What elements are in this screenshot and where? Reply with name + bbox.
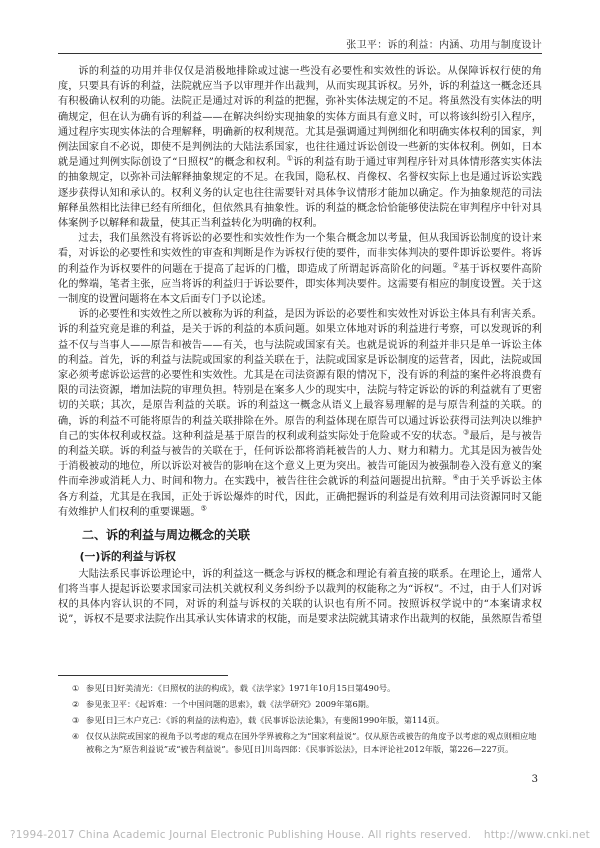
cnki-link[interactable]: http://www.cnki.net (483, 829, 590, 841)
footnote-ref-3[interactable]: ③ (463, 428, 470, 437)
footnote-2: ② 参见张卫平：《起诉难：一个中国问题的思索》，载《法学研究》2009年第6期。 (72, 699, 375, 709)
footnote-1: ① 参见[日]好美清光：《日照权的法的构成》，载《法学家》1971年10月15日第490号。 (72, 683, 396, 693)
footnote-ref-4[interactable]: ④ (452, 474, 460, 483)
copyright-footer (0, 826, 600, 848)
footnote-3: ③ 参见[日]三木户克己：《诉的利益的法构造》，载《民事诉讼法论集》，有斐阁1990年版，第114页。 (72, 715, 445, 725)
paragraph-4: 大陆法系民事诉讼理论中，诉的利益这一概念与诉权的概念和理论有着直接的联系。在理论上，通常人们将当事人提起诉讼要求国家司法机关就权利义务纠纷予以裁判的权能称之为“诉权”。不过，由于人们对诉权的具体内容认识的不同，对诉的利益与诉权的关联的认识也有所不同。按照诉权学说中的“本案请求权说”，诉权不是要求法院作出其承认实体请求的权能，而是要求法院就其请求作出裁判的权能，虽然原告希望 (58, 568, 543, 626)
subsection-heading: (一)诉的利益与诉权 (79, 550, 176, 564)
footnote-ref-1[interactable]: ① (286, 154, 294, 163)
running-header: 张卫平：诉的利益：内涵、功用与制度设计 (346, 40, 542, 51)
body-text (58, 64, 542, 627)
footnote-rule (58, 675, 228, 676)
paragraph-2: 过去，我们虽然没有将诉讼的必要性和实效性作为一个集合概念加以考量，但从我国诉讼制度的设计来看，对诉讼的必要性和实效性的审查和判断是作为诉权行使的要件，而非实体判决的要件即诉讼要件。将诉的利益作为诉权要件的问题在于提高了起诉的门槛，即造成了所谓起诉高阶化的问题。②基于诉权要件高阶化的弊端，笔者主张，应当将诉的利益归于诉讼要件，即实体判决要件。这需要有相应的制度设置。关于这一制度的设置问题将在本文后面专门予以论述。 (58, 233, 543, 306)
footnote-ref-5[interactable]: ⑤ (200, 504, 207, 513)
header-rule (58, 53, 542, 54)
footnotes (58, 682, 542, 759)
paragraph-3: 诉的必要性和实效性之所以被称为诉的利益，是因为诉讼的必要性和实效性对诉讼主体具有利害关系。诉的利益究竟是谁的利益，是关于诉的利益的本质问题。如果立体地对诉的利益进行考察，可以发现诉的利益不仅与当事人——原告和被告——有关，也与法院或国家有关。也就是说诉的利益并非只是单一诉讼主体的利益。首先，诉的利益与法院或国家的利益关联在于，法院或国家是诉讼制度的运营者，因此，法院或国家必须考虑诉讼运营的必要性和实效性。尤其是在司法资源有限的情况下，没有诉的利益的案件必将浪费有限的司法资源，增加法院的审理负担。特别是在案多人少的现实中，法院与特定诉讼的诉的利益就有了更密切的关联；其次，是原告利益的关联。诉的利益这一概念从语义上最容易理解的是与原告利益的关联。的确，诉的利益不可能将原告的利益关联排除在外。原告的利益体现在原告可以通过诉讼获得司法判决以维护自己的实体权利或权益。这种利益是基于原告的权利或利益实际处于危险或不安的状态。③最后，是与被告的利益关联。诉的利益与被告的关联在于，任何诉讼都将消耗被告的人力、财力和精力。尤其是因为被告处于消极被动的地位，所以诉讼对被告的影响在这个意义上更为突出。被告可能因为被强制卷入没有意义的案件而牵涉或消耗人力、时间和物力。在实践中，被告往往会就诉的利益问题提出抗辩。④由于关乎诉讼主体各方利益，尤其是在我国，正处于诉讼爆炸的时代，因此，正确把握诉的利益是有效利用司法资源同时又能有效维护人们权利的重要课题。⑤ (58, 309, 543, 518)
copyright-text: ?1994-2017 China Academic Journal Electronic Publishing House. All rights reserved. (10, 829, 472, 841)
page-number: 3 (531, 774, 538, 785)
footnote-4: ④ 仅仅从法院或国家的视角予以考虑的观点在国外学界被称之为“国家利益说”。仅从原告或被告的角度予以考虑的观点则相应地被称之为“原告利益说”或“被告利益说”。参见[日]川岛四郎：《民事诉讼法》，日本评论社2012年版，第226—227页。 (72, 731, 537, 754)
footnote-ref-2[interactable]: ② (452, 261, 460, 270)
paragraph-1: 诉的利益的功用并非仅仅是消极地排除或过滤一些没有必要性和实效性的诉讼。从保障诉权行使的角度，只要具有诉的利益，法院就应当予以审理并作出裁判，从而实现其诉权。另外，诉的利益这一概念还具有积极确认权利的功能。法院正是通过对诉的利益的把握，弥补实体法规定的不足。将虽然没有实体法的明确规定，但在认为确有诉的利益——在解决纠纷实现抽象的实体方面具有意义时，可以将该纠纷引入程序，通过程序实现实体法的合理解释，明确新的权利规范。尤其是强调通过判例细化和明确实体权利的国家，判例法国家自不必说，即使不是判例法的大陆法系国家，也往往通过诉讼创设一些新的实体权利。例如，日本就是通过判例实际创设了“日照权”的概念和权利。①诉的利益有助于通过审判程序针对具体情形落实实体法的抽象规定，以弥补司法解释抽象规定的不足。在我国，隐私权、肖像权、名誉权实际上也是通过诉讼实践逐步获得认知和承认的。权利义务的认定也往往需要针对具体争议情形才能加以确定。作为抽象规范的司法解释虽然相比法律已经有所细化，但依然具有抽象性。诉的利益的概念恰恰能够使法院在审判程序中针对具体案例予以解释和裁量，使其正当利益转化为明确的权利。 (58, 66, 542, 230)
section-heading: 二、诉的利益与周边概念的关联 (82, 528, 251, 543)
